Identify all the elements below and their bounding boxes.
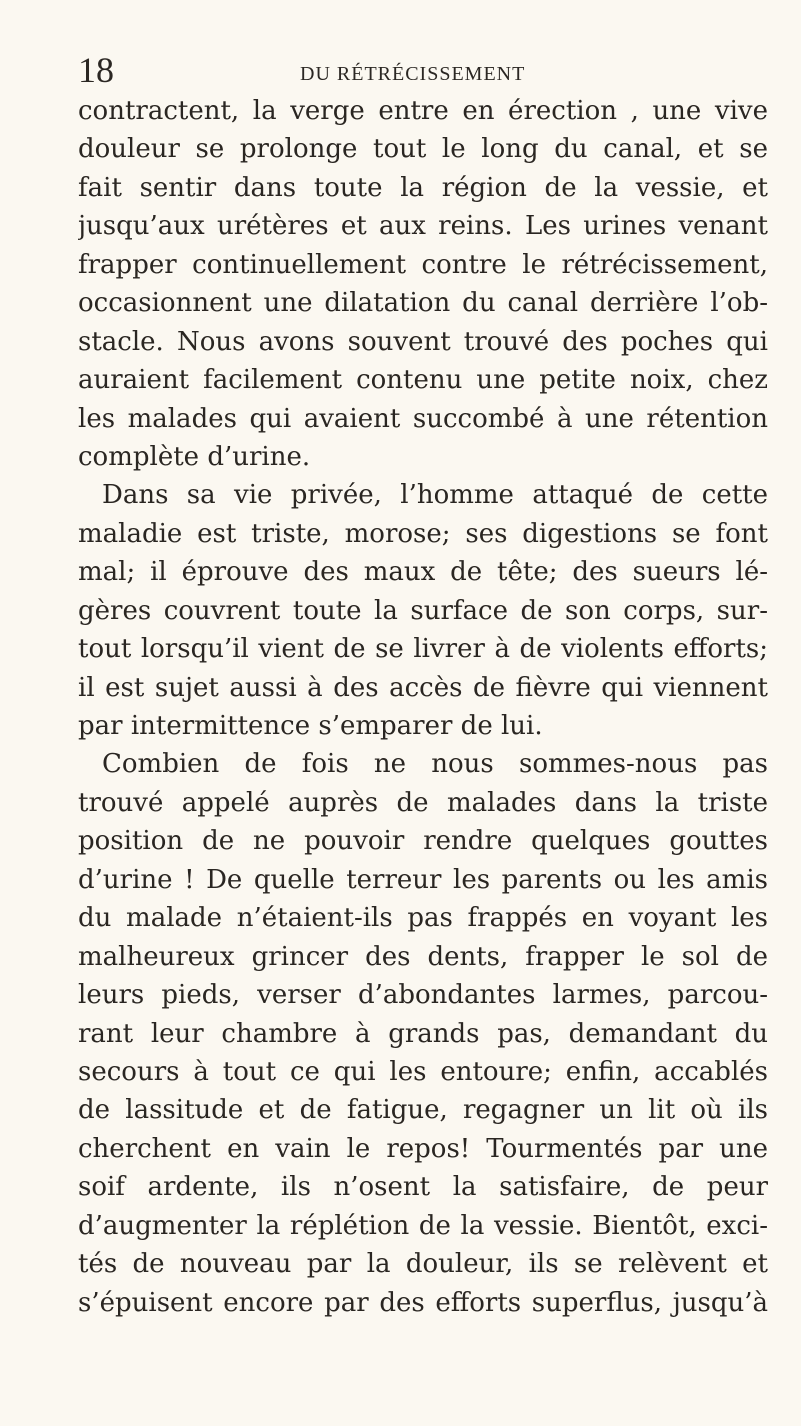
text-line: Dans sa vie privée, l’homme attaqué de cette xyxy=(102,480,768,511)
text-line: auraient facilement contenu une petite noix, chez xyxy=(78,365,768,396)
page-header xyxy=(78,50,718,94)
text-line: les malades qui avaient succombé à une rétention xyxy=(78,403,768,434)
text-line: il est sujet aussi à des accès de fièvre qui viennent xyxy=(78,672,768,703)
text-line: gères couvrent toute la surface de son corps, sur- xyxy=(78,595,768,626)
text-line: de lassitude et de fatigue, regagner un lit où ils xyxy=(78,1095,768,1126)
text-line: leurs pieds, verser d’abondantes larmes, parcou- xyxy=(78,980,768,1011)
text-line: contractent, la verge entre en érection , une vive xyxy=(78,96,768,126)
text-line: position de ne pouvoir rendre quelques gouttes xyxy=(78,826,768,857)
text-line: tout lorsqu’il vient de se livrer à de violents efforts; xyxy=(78,634,768,665)
text-line: maladie est triste, morose; ses digestions se font xyxy=(78,518,768,549)
text-line: malheureux grincer des dents, frapper le sol de xyxy=(78,941,768,972)
text-line: stacle. Nous avons souvent trouvé des poches qui xyxy=(78,326,768,357)
text-line: du malade n’étaient-ils pas frappés en voyant les xyxy=(78,903,768,934)
page-number: 18 xyxy=(78,50,114,90)
text-line: douleur se prolonge tout le long du canal, et se xyxy=(78,134,768,165)
text-line: cherchent en vain le repos! Tourmentés par une xyxy=(78,1133,768,1164)
text-line: rant leur chambre à grands pas, demandant du xyxy=(78,1018,768,1049)
text-line: s’épuisent encore par des efforts superflus, jusqu’à xyxy=(78,1287,768,1318)
text-line: secours à tout ce qui les entoure; enfin, accablés xyxy=(78,1056,768,1087)
text-line: tés de nouveau par la douleur, ils se relèvent et xyxy=(78,1249,768,1280)
text-line: d’urine ! De quelle terreur les parents ou les amis xyxy=(78,864,768,895)
text-line: mal; il éprouve des maux de tête; des sueurs lé- xyxy=(78,557,768,588)
text-line: fait sentir dans toute la région de la vessie, et xyxy=(78,172,768,203)
text-line: occasionnent une dilatation du canal derrière l’ob- xyxy=(78,288,768,319)
text-line: frapper continuellement contre le rétrécissement, xyxy=(78,249,768,280)
text-line: soif ardente, ils n’osent la satisfaire, de peur xyxy=(78,1172,768,1203)
text-line: trouvé appelé auprès de malades dans la triste xyxy=(78,787,768,818)
running-title: DU RÉTRÉCISSEMENT xyxy=(300,63,526,85)
text-line: jusqu’aux urétères et aux reins. Les urines venant xyxy=(78,211,768,242)
body-text xyxy=(78,92,768,1322)
text-line: complète d’urine. xyxy=(78,441,311,472)
text-line: par intermittence s’emparer de lui. xyxy=(78,711,543,741)
text-line: Combien de fois ne nous sommes-nous pas xyxy=(102,749,768,780)
text-line: d’augmenter la réplétion de la vessie. Bientôt, exci- xyxy=(78,1210,768,1241)
